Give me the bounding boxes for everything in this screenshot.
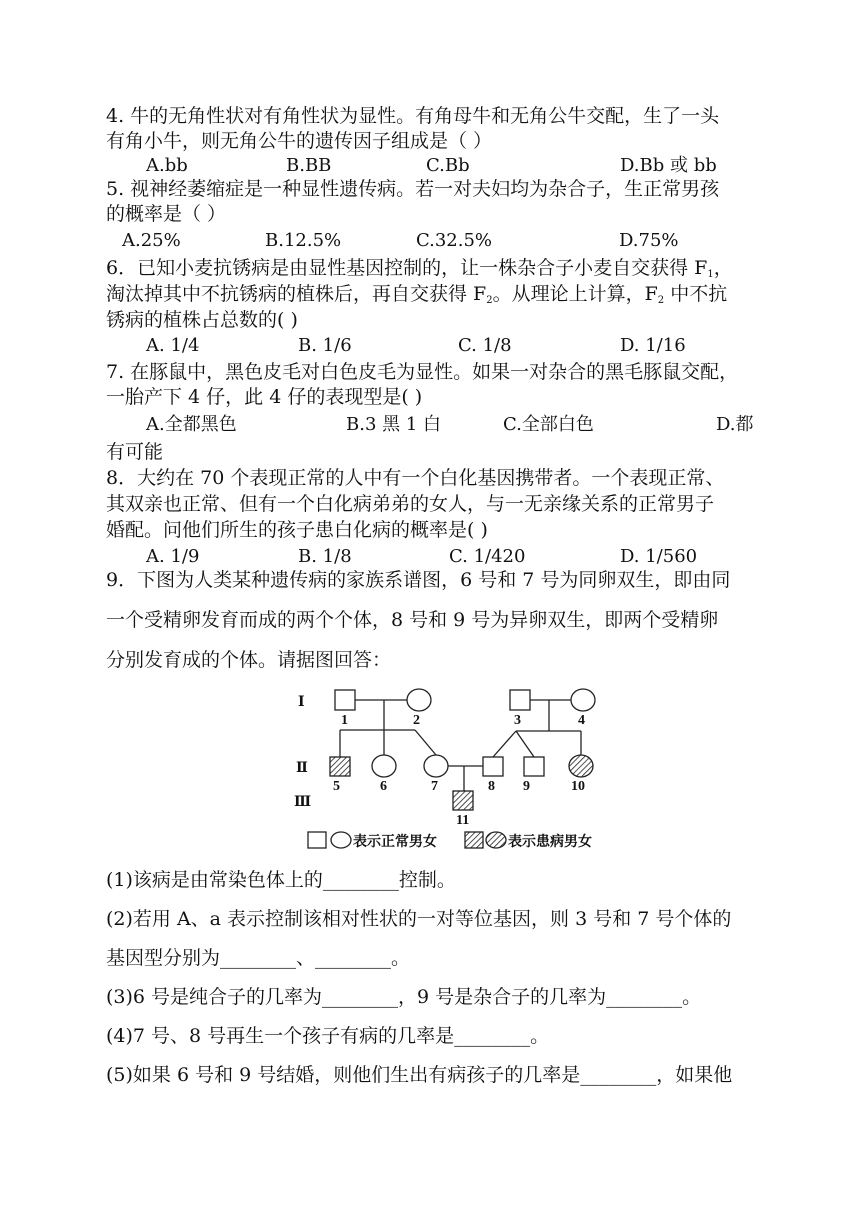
q6-option-b: B. 1/6 [298,335,352,356]
q4-option-b: B.BB [286,155,332,176]
q6-stem-line3: 锈病的植株占总数的( ) [106,309,298,331]
q9-sub4: (4)7 号、8 号再生一个孩子有病的几率是________。 [106,1025,550,1047]
q6-line1-sub: 1 [707,269,714,280]
q9-sub1: (1)该病是由常染色体上的________控制。 [106,869,456,891]
q6-line2-sub: 2 [486,295,493,306]
individual-9-male-normal [524,757,544,776]
label-10: 10 [571,779,585,794]
q4-option-d: D.Bb 或 bb [620,155,717,176]
q6-option-d: D. 1/16 [620,335,686,356]
legend-affected-text: 表示患病男女 [508,835,592,850]
label-1: 1 [341,713,348,728]
individual-1-male-normal [335,690,355,710]
q5-option-c: C.32.5% [416,230,493,251]
q5-stem-line2: 的概率是（ ） [106,203,227,225]
q9-sub2-line2: 基因型分别为________、________。 [106,947,411,969]
q8-stem-line1: 8．大约在 70 个表现正常的人中有一个白化基因携带者。一个表现正常、 [106,467,725,489]
q8-option-a: A. 1/9 [146,546,200,567]
q8-option-c: C. 1/420 [449,546,526,567]
q7-option-a: A.全都黑色 [146,414,237,435]
q6-line2-end: 中不抗 [664,283,728,305]
individual-6-female-normal [372,755,396,777]
q6-stem-line2 [106,282,727,310]
q9-stem-line3: 分别发育成的个体。请据图回答： [106,649,392,671]
label-3: 3 [514,713,521,728]
individual-3-male-normal [510,690,530,710]
q6-line1-end: ， [713,257,733,279]
label-2: 2 [413,713,420,728]
individual-4-female-normal [571,689,595,711]
q4-stem-line2: 有角小牛，则无角公牛的遗传因子组成是（ ） [106,130,493,152]
legend-normal-male-symbol [308,832,326,848]
q9-sub3: (3)6 号是纯合子的几率为________，9 号是杂合子的几率为________。 [106,986,702,1008]
individual-8-male-normal [483,757,503,776]
q7-option-b: B.3 黑 1 白 [346,414,442,435]
individual-7-female-normal [424,755,448,777]
legend-normal-female-symbol [331,832,351,848]
individual-11-male-affected [453,791,473,810]
q6-line2-sub2: 2 [657,295,665,306]
q7-stem-line1: 7. 在豚鼠中，黑色皮毛对白色皮毛为显性。如果一对杂合的黑毛豚鼠交配， [106,361,739,383]
q9-stem-line1: 9．下图为人类某种遗传病的家族系谱图，6 号和 7 号为同卵双生，即由同 [106,569,731,591]
q5-option-b: B.12.5% [265,230,342,251]
q7-option-c: C.全部白色 [503,414,594,435]
q6-option-c: C. 1/8 [458,335,512,356]
q5-option-d: D.75% [619,230,679,251]
q8-stem-line3: 婚配。问他们所生的孩子患白化病的概率是( ) [106,519,488,541]
q9-sub2-line1: (2)若用 A、a 表示控制该相对性状的一对等位基因，则 3 号和 7 号个体的 [106,908,732,930]
label-6: 6 [380,779,387,794]
q6-line1-text: 6．已知小麦抗锈病是由显性基因控制的，让一株杂合子小麦自交获得 F [106,257,708,279]
q4-stem-line1: 4. 牛的无角性状对有角性状为显性。有角母牛和无角公牛交配，生了一头 [106,105,720,127]
individual-10-female-affected [569,755,593,777]
label-5: 5 [333,779,340,794]
label-7: 7 [431,779,438,794]
q6-line2-text: 淘汰掉其中不抗锈病的植株后，再自交获得 F [106,283,487,305]
generation-label-1: Ⅰ [298,695,305,710]
label-9: 9 [523,779,530,794]
q9-stem-line2: 一个受精卵发育而成的两个个体，8 号和 9 号为异卵双生，即两个受精卵 [106,609,719,631]
q7-option-d-continued: 有可能 [106,441,164,463]
q8-stem-line2: 其双亲也正常、但有一个白化病弟弟的女人，与一无亲缘关系的正常男子 [106,493,715,515]
label-11: 11 [456,813,470,828]
individual-5-male-affected [330,757,350,776]
q6-stem-line1 [106,256,733,284]
q7-stem-line2: 一胎产下 4 仔，此 4 仔的表现型是( ) [106,386,423,408]
legend-affected-male-symbol [465,832,483,848]
q5-option-a: A.25% [122,230,181,251]
legend-normal-text: 表示正常男女 [353,835,437,850]
legend-affected-female-symbol [486,832,506,848]
individual-2-female-normal [407,689,431,711]
q8-option-d: D. 1/560 [620,546,698,567]
generation-label-3: Ⅲ [294,795,312,810]
q4-option-a: A.bb [146,155,188,176]
q6-option-a: A. 1/4 [146,335,200,356]
label-8: 8 [488,779,495,794]
label-4: 4 [578,713,585,728]
q7-option-d: D.都 [716,414,754,435]
q9-sub5: (5)如果 6 号和 9 号结婚，则他们生出有病孩子的几率是________，如果他 [106,1064,733,1086]
generation-label-2: Ⅱ [296,761,308,776]
q8-option-b: B. 1/8 [298,546,352,567]
q5-stem-line1: 5. 视神经萎缩症是一种显性遗传病。若一对夫妇均为杂合子，生正常男孩 [106,178,720,200]
q6-line2-mid: 。从理论上计算，F [492,283,658,305]
q4-option-c: C.Bb [426,155,470,176]
